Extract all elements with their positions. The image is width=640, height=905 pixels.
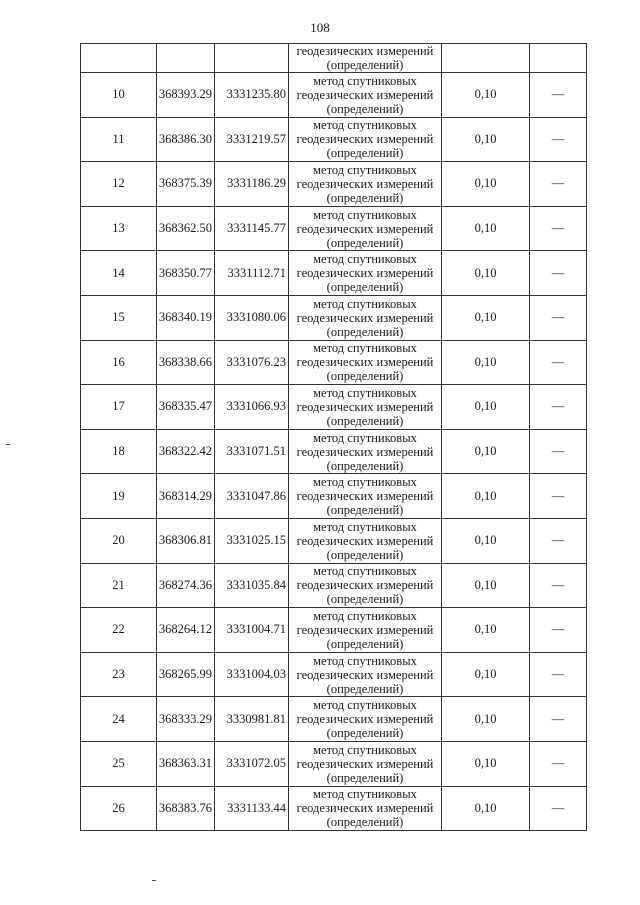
method-cell: [289, 697, 442, 742]
method-cell: [289, 741, 442, 786]
coordinate-y: 3331004.03: [215, 652, 289, 697]
method-line: геодезических измерений: [296, 355, 434, 370]
table-row: [81, 518, 587, 563]
accuracy-value: 0,10: [442, 162, 530, 207]
method-cell: [289, 652, 442, 697]
method-cell: [289, 206, 442, 251]
method-line: (определений): [326, 146, 404, 161]
dash-cell: —: [530, 563, 587, 608]
point-number: 10: [81, 73, 157, 118]
table-row: [81, 385, 587, 430]
coordinate-y: 3331235.80: [215, 73, 289, 118]
coordinate-y: 3331219.57: [215, 117, 289, 162]
method-line: (определений): [326, 369, 404, 384]
method-line: (определений): [326, 280, 404, 295]
accuracy-value: 0,10: [442, 608, 530, 653]
method-cell: [289, 385, 442, 430]
method-line: метод спутниковых: [313, 252, 417, 267]
table-row: [81, 251, 587, 296]
method-line: геодезических измерений: [296, 622, 434, 637]
coordinate-x: 368335.47: [157, 385, 215, 430]
table-row: [81, 608, 587, 653]
table-cell: [442, 44, 530, 73]
method-line: метод спутниковых: [313, 653, 417, 668]
coordinate-x: 368338.66: [157, 340, 215, 385]
accuracy-value: 0,10: [442, 652, 530, 697]
point-number: 11: [81, 117, 157, 162]
method-line: метод спутниковых: [313, 742, 417, 757]
coordinate-x: 368322.42: [157, 429, 215, 474]
dash-cell: —: [530, 162, 587, 207]
method-line: (определений): [326, 503, 404, 518]
scan-mark: [152, 880, 156, 881]
coordinate-x: 368350.77: [157, 251, 215, 296]
method-line: (определений): [326, 681, 404, 696]
method-line: геодезических измерений: [296, 801, 434, 816]
point-number: 19: [81, 474, 157, 519]
table-row: [81, 206, 587, 251]
coordinate-x: 368340.19: [157, 295, 215, 340]
dash-cell: —: [530, 741, 587, 786]
method-line: (определений): [326, 770, 404, 785]
method-line: метод спутниковых: [313, 519, 417, 534]
table-cell: [215, 44, 289, 73]
point-number: 13: [81, 206, 157, 251]
method-cell: [289, 295, 442, 340]
method-line: метод спутниковых: [313, 207, 417, 222]
coordinate-x: 368333.29: [157, 697, 215, 742]
point-number: 26: [81, 786, 157, 831]
coordinate-y: 3331133.44: [215, 786, 289, 831]
table-row: [81, 652, 587, 697]
table-row: [81, 117, 587, 162]
point-number: 12: [81, 162, 157, 207]
accuracy-value: 0,10: [442, 563, 530, 608]
dash-cell: —: [530, 295, 587, 340]
point-number: 24: [81, 697, 157, 742]
dash-cell: —: [530, 608, 587, 653]
method-cell: [289, 563, 442, 608]
coordinate-y: 3331035.84: [215, 563, 289, 608]
accuracy-value: 0,10: [442, 206, 530, 251]
coordinate-y: 3330981.81: [215, 697, 289, 742]
coordinate-y: 3331186.29: [215, 162, 289, 207]
coordinate-x: 368306.81: [157, 518, 215, 563]
accuracy-value: 0,10: [442, 295, 530, 340]
coordinate-x: 368362.50: [157, 206, 215, 251]
page-number: 108: [310, 20, 330, 35]
method-line: геодезических измерений: [296, 176, 434, 191]
table-row: [81, 474, 587, 519]
coordinate-x: 368264.12: [157, 608, 215, 653]
point-number: 17: [81, 385, 157, 430]
method-line: метод спутниковых: [313, 385, 417, 400]
coordinate-y: 3331066.93: [215, 385, 289, 430]
point-number: 15: [81, 295, 157, 340]
dash-cell: —: [530, 251, 587, 296]
coordinate-x: 368363.31: [157, 741, 215, 786]
table-row: [81, 741, 587, 786]
method-cell: [289, 251, 442, 296]
method-line: (определений): [326, 547, 404, 562]
method-line: геодезических измерений: [296, 310, 434, 325]
point-number: 18: [81, 429, 157, 474]
point-number: 20: [81, 518, 157, 563]
coordinate-y: 3331112.71: [215, 251, 289, 296]
accuracy-value: 0,10: [442, 429, 530, 474]
point-number: 22: [81, 608, 157, 653]
coordinate-y: 3331025.15: [215, 518, 289, 563]
method-line: метод спутниковых: [313, 564, 417, 579]
method-line: геодезических измерений: [296, 712, 434, 727]
scan-mark: [6, 444, 10, 445]
table-row: [81, 340, 587, 385]
method-line: метод спутниковых: [313, 698, 417, 713]
coordinates-table: [80, 43, 587, 831]
coordinate-y: 3331080.06: [215, 295, 289, 340]
table-cell: [530, 44, 587, 73]
coordinate-x: 368265.99: [157, 652, 215, 697]
method-cell: [289, 340, 442, 385]
method-line: геодезических измерений: [296, 533, 434, 548]
method-line: (определений): [326, 190, 404, 205]
dash-cell: —: [530, 697, 587, 742]
coordinate-x: 368375.39: [157, 162, 215, 207]
dash-cell: —: [530, 73, 587, 118]
coordinate-x: 368274.36: [157, 563, 215, 608]
coordinate-x: 368393.29: [157, 73, 215, 118]
coordinate-x: 368386.30: [157, 117, 215, 162]
dash-cell: —: [530, 117, 587, 162]
table-row: [81, 697, 587, 742]
dash-cell: —: [530, 385, 587, 430]
coordinate-y: 3331145.77: [215, 206, 289, 251]
accuracy-value: 0,10: [442, 786, 530, 831]
table-cell: [81, 44, 157, 73]
method-line: (определений): [326, 101, 404, 116]
table-row: [81, 73, 587, 118]
method-line: метод спутниковых: [313, 73, 417, 88]
coordinate-y: 3331071.51: [215, 429, 289, 474]
method-line: (определений): [326, 235, 404, 250]
accuracy-value: 0,10: [442, 518, 530, 563]
method-line: (определений): [326, 815, 404, 830]
method-line: геодезических измерений: [296, 667, 434, 682]
method-line: геодезических измерений: [296, 266, 434, 281]
table-row: [81, 162, 587, 207]
method-line: (определений): [326, 458, 404, 473]
accuracy-value: 0,10: [442, 697, 530, 742]
method-cell: [289, 786, 442, 831]
method-cell: [289, 608, 442, 653]
table-cell: [157, 44, 215, 73]
point-number: 25: [81, 741, 157, 786]
method-line: (определений): [326, 592, 404, 607]
method-line: (определений): [326, 636, 404, 651]
method-line: геодезических измерений: [296, 132, 434, 147]
point-number: 14: [81, 251, 157, 296]
method-line: геодезических измерений: [296, 87, 434, 102]
method-line: (определений): [326, 726, 404, 741]
dash-cell: —: [530, 474, 587, 519]
method-line: геодезических измерений: [296, 399, 434, 414]
method-line: метод спутниковых: [313, 430, 417, 445]
coordinate-y: 3331047.86: [215, 474, 289, 519]
dash-cell: —: [530, 652, 587, 697]
table-row: [81, 786, 587, 831]
accuracy-value: 0,10: [442, 474, 530, 519]
method-cell: [289, 73, 442, 118]
accuracy-value: 0,10: [442, 251, 530, 296]
accuracy-value: 0,10: [442, 741, 530, 786]
method-cell: [289, 474, 442, 519]
method-line: (определений): [326, 413, 404, 428]
method-line: метод спутниковых: [313, 118, 417, 133]
method-line: геодезических измерений: [296, 444, 434, 459]
method-cell: [289, 117, 442, 162]
point-number: 21: [81, 563, 157, 608]
method-line: метод спутниковых: [313, 787, 417, 802]
coordinate-x: 368383.76: [157, 786, 215, 831]
accuracy-value: 0,10: [442, 117, 530, 162]
method-line: геодезических измерений: [296, 221, 434, 236]
method-line: геодезических измерений: [296, 44, 434, 58]
accuracy-value: 0,10: [442, 340, 530, 385]
dash-cell: —: [530, 429, 587, 474]
method-cell: [289, 44, 442, 73]
method-line: метод спутниковых: [313, 296, 417, 311]
method-line: геодезических измерений: [296, 489, 434, 504]
table-row: [81, 563, 587, 608]
method-line: метод спутниковых: [313, 341, 417, 356]
coordinate-x: 368314.29: [157, 474, 215, 519]
point-number: 16: [81, 340, 157, 385]
method-line: геодезических измерений: [296, 756, 434, 771]
method-line: метод спутниковых: [313, 162, 417, 177]
continuation-row: [81, 44, 587, 73]
table-row: [81, 295, 587, 340]
point-number: 23: [81, 652, 157, 697]
method-line: (определений): [326, 58, 404, 72]
dash-cell: —: [530, 206, 587, 251]
method-cell: [289, 429, 442, 474]
dash-cell: —: [530, 340, 587, 385]
dash-cell: —: [530, 518, 587, 563]
accuracy-value: 0,10: [442, 385, 530, 430]
method-cell: [289, 162, 442, 207]
method-line: метод спутниковых: [313, 608, 417, 623]
accuracy-value: 0,10: [442, 73, 530, 118]
method-line: метод спутниковых: [313, 475, 417, 490]
coordinate-y: 3331072.05: [215, 741, 289, 786]
method-line: геодезических измерений: [296, 578, 434, 593]
coordinate-y: 3331004.71: [215, 608, 289, 653]
dash-cell: —: [530, 786, 587, 831]
method-line: (определений): [326, 324, 404, 339]
table-row: [81, 429, 587, 474]
coordinate-y: 3331076.23: [215, 340, 289, 385]
method-cell: [289, 518, 442, 563]
